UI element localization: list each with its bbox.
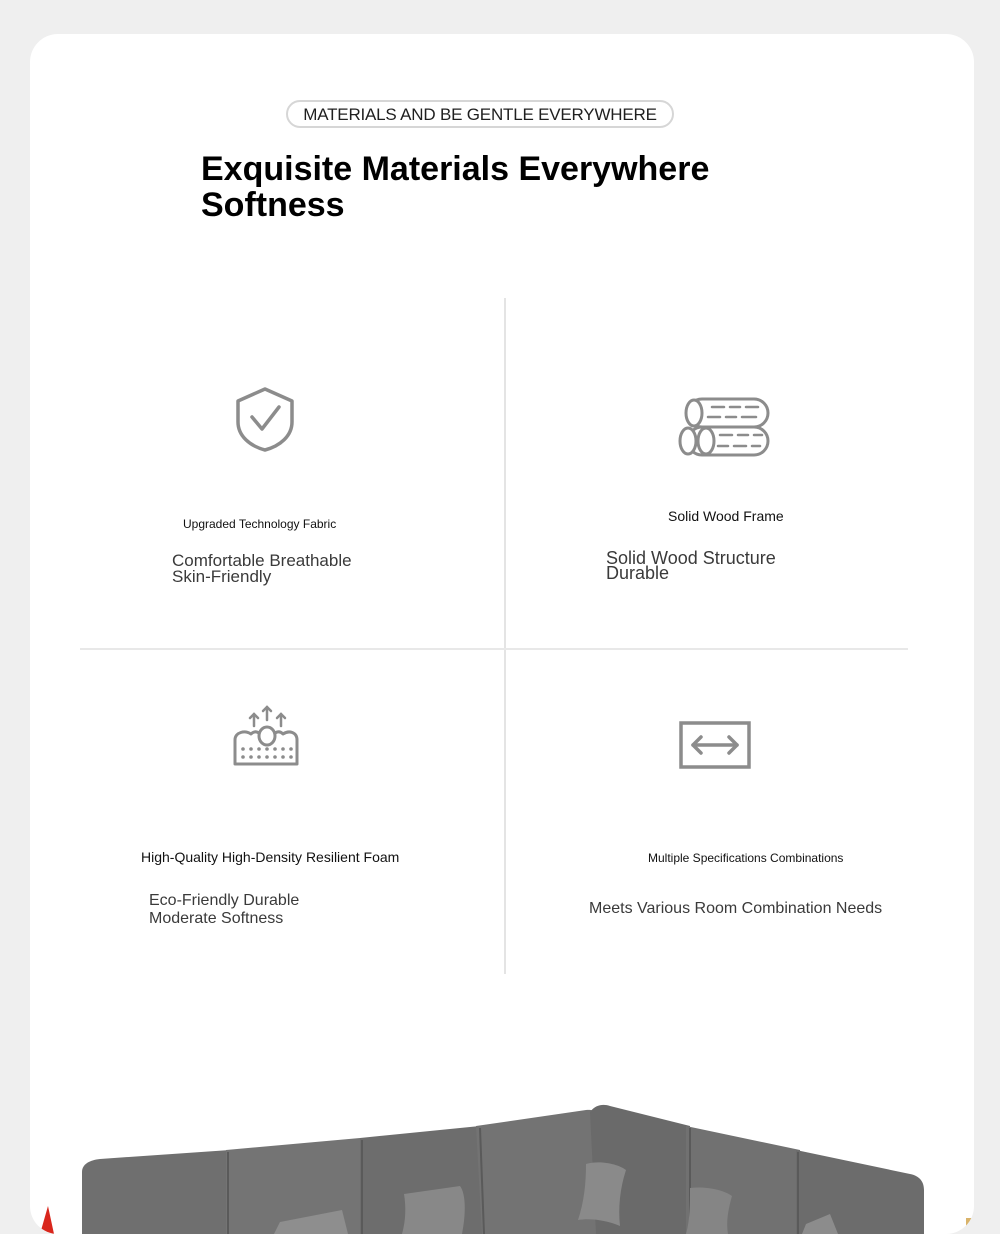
sofa-product-image: [30, 1064, 974, 1234]
feature-title-combination: Multiple Specifications Combinations: [648, 851, 844, 865]
feature-title-fabric: Upgraded Technology Fabric: [183, 517, 337, 531]
feature-desc-fabric-line-1: Comfortable Breathable: [172, 551, 352, 570]
wood-logs-icon: [676, 396, 772, 458]
horizontal-divider: [80, 648, 908, 650]
feature-title-wood: Solid Wood Frame: [668, 508, 784, 524]
page-title: [201, 151, 761, 223]
feature-title-foam: High-Quality High-Density Resilient Foam: [141, 849, 400, 865]
feature-desc-wood: [606, 548, 776, 583]
feature-desc-combination: [589, 900, 882, 918]
expand-arrows-icon: [678, 720, 752, 770]
feature-desc-foam-line-1: Eco-Friendly Durable: [149, 892, 300, 909]
feature-desc-foam: [149, 892, 299, 928]
materials-card: [30, 34, 974, 1234]
feature-desc-foam-line-2: Moderate Softness: [149, 910, 284, 927]
foam-resilience-icon: [231, 704, 301, 768]
section-tag: MATERIALS AND BE GENTLE EVERYWHERE: [286, 100, 674, 128]
vertical-divider: [504, 298, 506, 974]
page-title-line-2: Softness: [201, 186, 345, 224]
feature-desc-fabric: [172, 553, 352, 585]
page-title-line-1: Exquisite Materials Everywhere: [201, 150, 710, 188]
feature-desc-combination-line-1: Meets Various Room Combination Needs: [589, 900, 883, 917]
feature-desc-wood-line-2: Durable: [606, 563, 670, 583]
shield-check-icon: [234, 386, 296, 452]
feature-desc-wood-line-1: Solid Wood Structure: [606, 548, 776, 568]
feature-desc-fabric-line-2: Skin-Friendly: [172, 567, 272, 586]
